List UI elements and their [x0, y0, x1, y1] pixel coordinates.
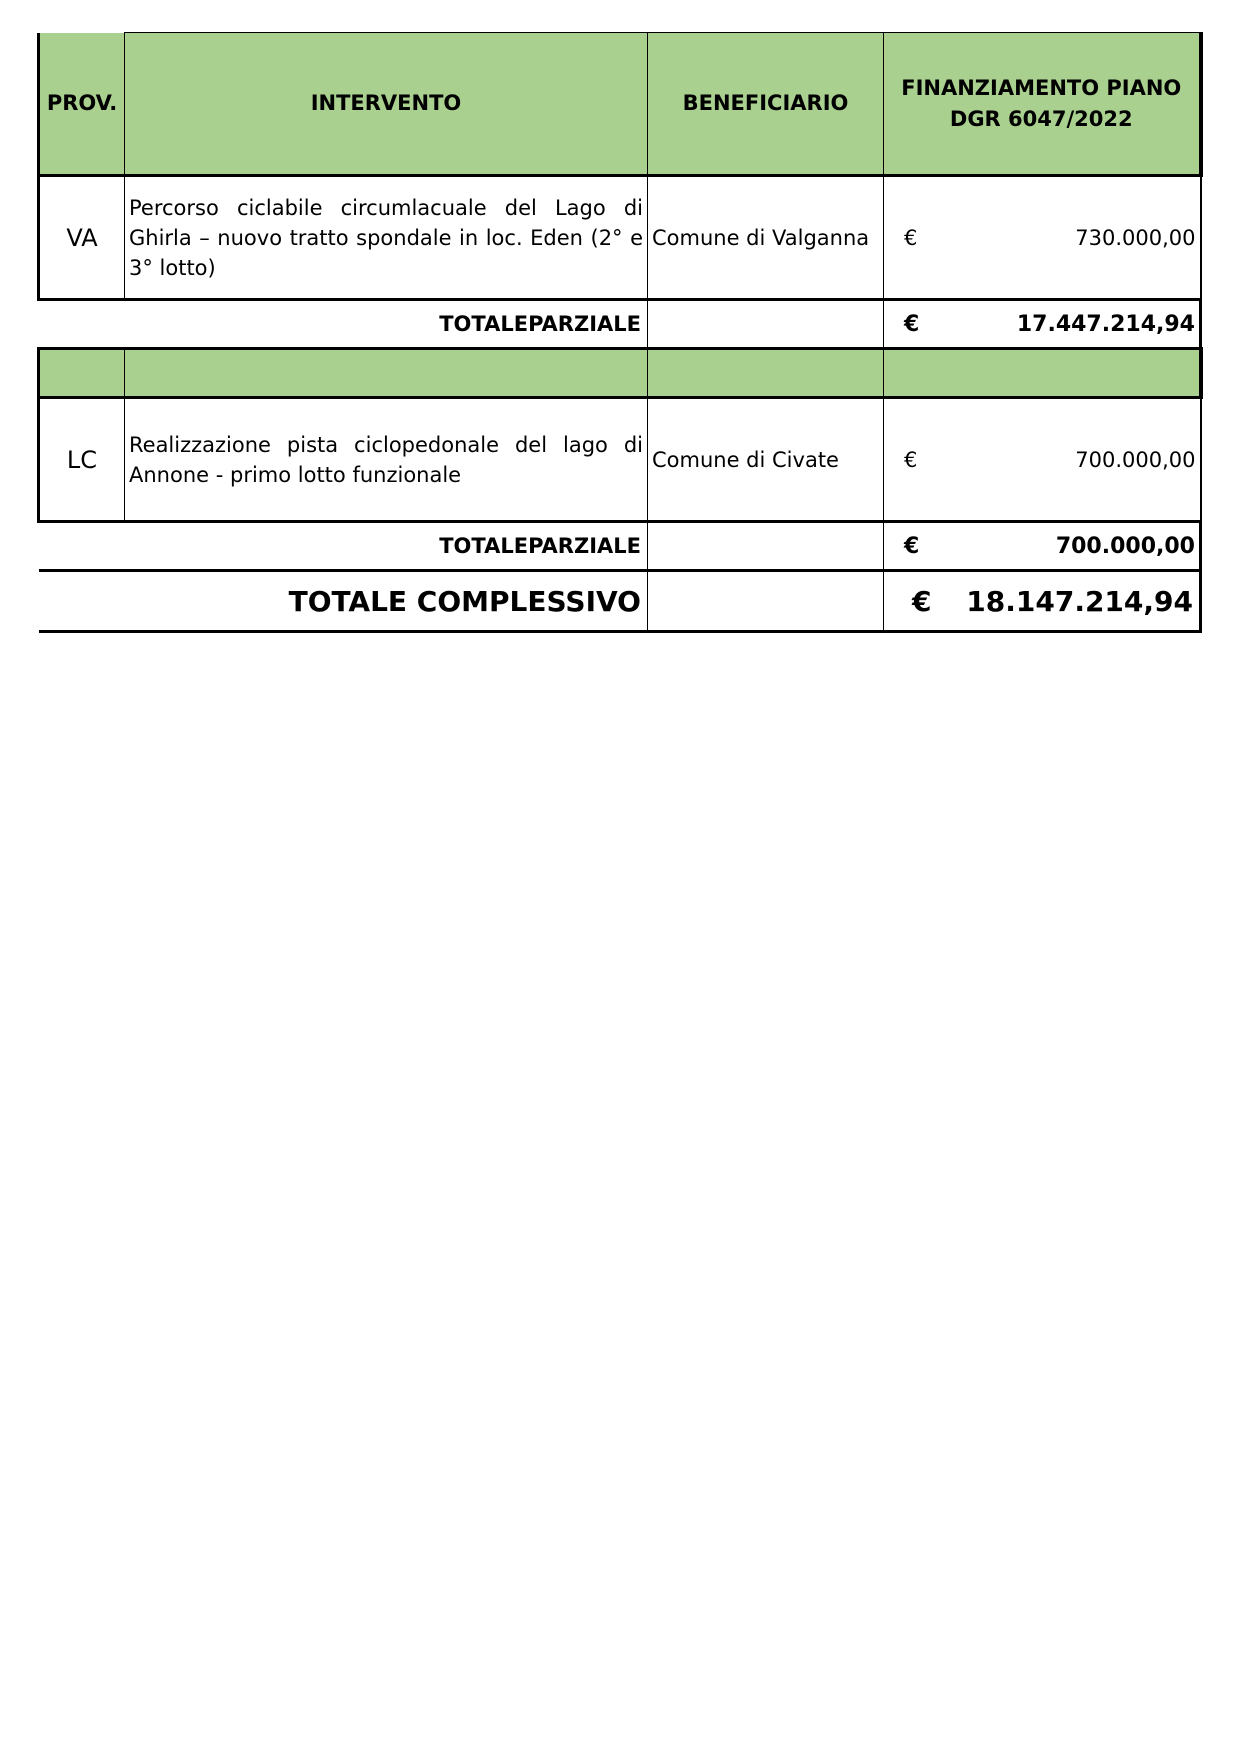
row-intervento: Percorso ciclabile circumlacuale del Lago di Ghirla – nuovo tratto spondale in loc. Eden (2° e 3° lotto)	[125, 176, 648, 300]
subtotal-amount: 700.000,00	[1055, 533, 1195, 559]
subtotal-row	[39, 300, 1201, 349]
header-row	[39, 33, 1201, 176]
header-prov: PROV.	[39, 33, 125, 176]
section-separator-row	[39, 349, 1201, 398]
row-beneficiario: Comune di Valganna	[648, 176, 884, 300]
separator-cell	[648, 349, 884, 398]
subtotal-amount-cell	[884, 522, 1201, 571]
grand-total-amount-cell	[884, 571, 1201, 632]
funding-table	[37, 32, 1203, 633]
row-amount-cell	[884, 398, 1201, 522]
row-currency: €	[904, 225, 918, 250]
subtotal-currency: €	[904, 311, 920, 337]
table-row	[39, 176, 1201, 300]
grand-total-empty-cell	[648, 571, 884, 632]
subtotal-empty-cell	[648, 300, 884, 349]
subtotal-empty-cell	[648, 522, 884, 571]
table-row	[39, 398, 1201, 522]
grand-total-amount: 18.147.214,94	[966, 584, 1193, 618]
row-amount: 730.000,00	[1075, 225, 1196, 250]
header-finanziamento	[884, 33, 1201, 176]
subtotal-amount: 17.447.214,94	[1016, 311, 1195, 337]
header-finanziamento-line2: DGR 6047/2022	[949, 106, 1133, 131]
row-intervento: Realizzazione pista ciclopedonale del lago di Annone - primo lotto funzionale	[125, 398, 648, 522]
grand-total-currency: €	[912, 584, 932, 618]
subtotal-label: TOTALEPARZIALE	[39, 522, 648, 571]
grand-total-label: TOTALE COMPLESSIVO	[39, 571, 648, 632]
separator-cell	[39, 349, 125, 398]
row-prov: VA	[39, 176, 125, 300]
header-beneficiario: BENEFICIARIO	[648, 33, 884, 176]
row-beneficiario: Comune di Civate	[648, 398, 884, 522]
row-prov: LC	[39, 398, 125, 522]
header-finanziamento-line1: FINANZIAMENTO PIANO	[901, 75, 1182, 100]
subtotal-currency: €	[904, 533, 920, 559]
subtotal-label: TOTALEPARZIALE	[39, 300, 648, 349]
row-amount-cell	[884, 176, 1201, 300]
subtotal-row	[39, 522, 1201, 571]
row-amount: 700.000,00	[1075, 447, 1196, 472]
separator-cell	[884, 349, 1201, 398]
header-intervento: INTERVENTO	[125, 33, 648, 176]
subtotal-amount-cell	[884, 300, 1201, 349]
separator-cell	[125, 349, 648, 398]
row-currency: €	[904, 447, 918, 472]
funding-table-sheet	[37, 32, 1199, 633]
grand-total-row	[39, 571, 1201, 632]
